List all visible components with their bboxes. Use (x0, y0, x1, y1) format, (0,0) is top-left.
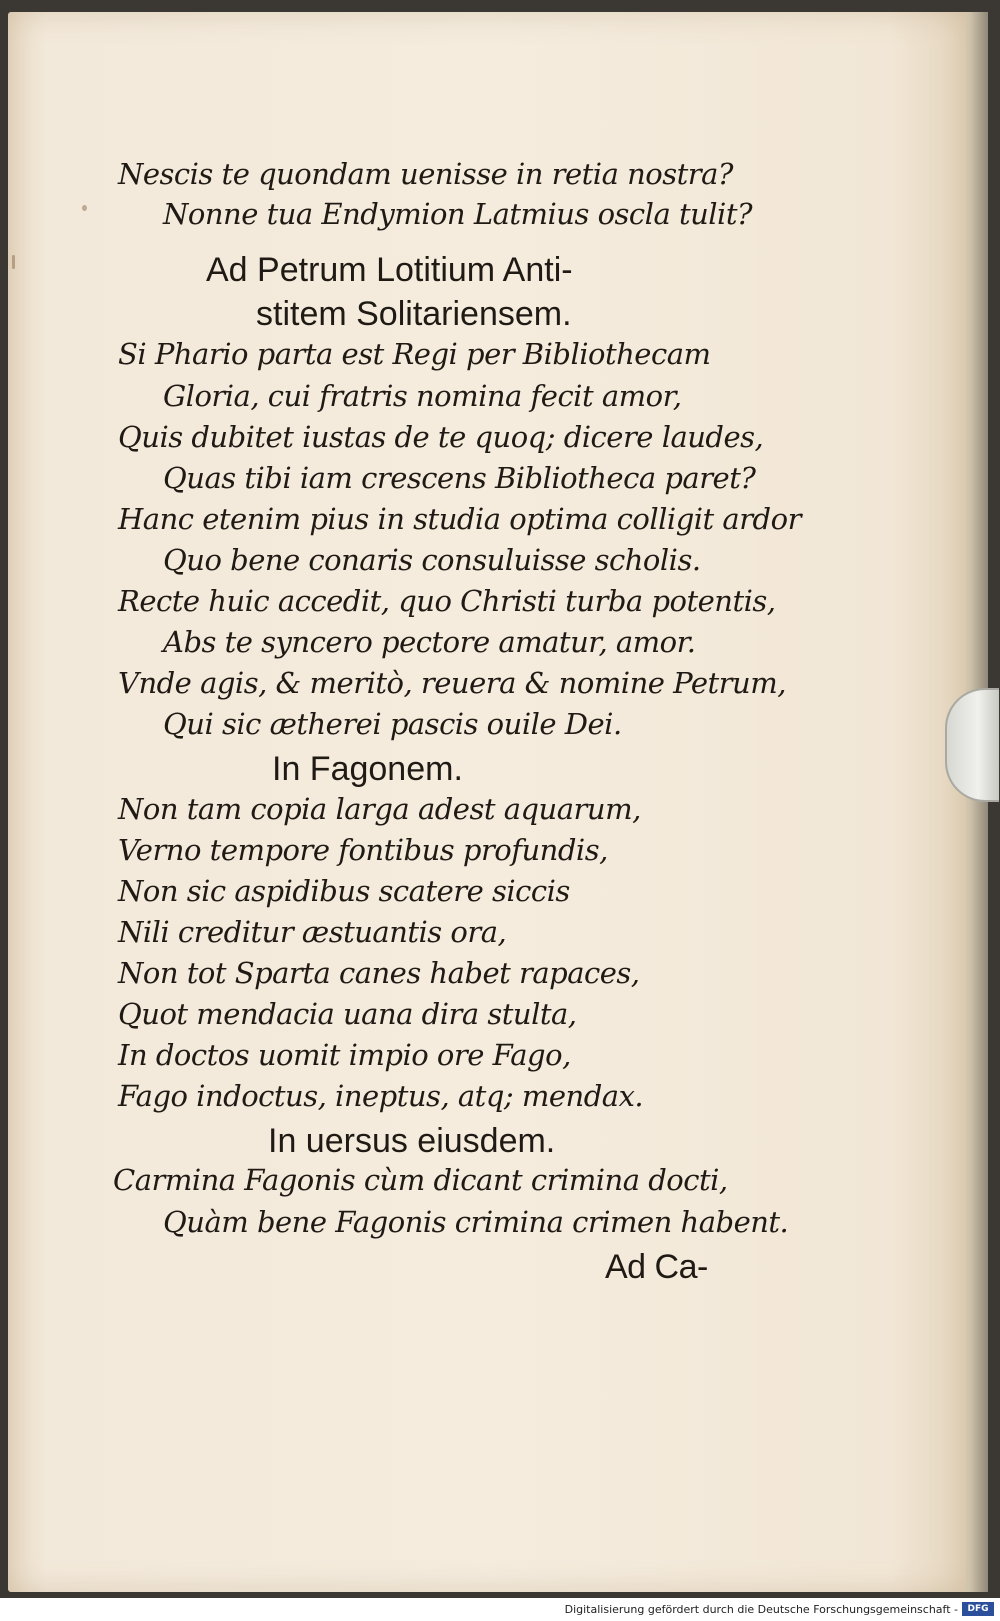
verse-line: Gloria, cui fratris nomina fecit amor, (163, 379, 682, 413)
verse-line: Non tam copia larga adest aquarum, (118, 792, 641, 826)
verse-line: Quas tibi iam crescens Bibliotheca paret? (163, 461, 756, 495)
verse-line: Quàm bene Fagonis crimina crimen habent. (163, 1205, 789, 1239)
verse-line: Qui sic ætherei pascis ouile Dei. (163, 707, 622, 741)
poem-heading: In uersus eiusdem. (268, 1122, 556, 1160)
verse-line: Nescis te quondam uenisse in retia nostra? (118, 157, 733, 191)
verse-line: Abs te syncero pectore amatur, amor. (163, 625, 696, 659)
verse-line: Nili creditur æstuantis ora, (118, 915, 507, 949)
verse-line: Verno tempore fontibus profundis, (118, 833, 608, 867)
verse-line: Carmina Fagonis cùm dicant crimina docti, (113, 1163, 728, 1197)
verse-line: Si Phario parta est Regi per Bibliothecam (118, 337, 711, 371)
poem-heading: Ad Petrum Lotitium Anti- (206, 251, 573, 289)
footer-bar (0, 1598, 1000, 1621)
catchword: Ad Ca- (605, 1248, 708, 1286)
verse-line: Non tot Sparta canes habet rapaces, (118, 956, 640, 990)
dfg-logo: DFG (962, 1602, 994, 1616)
verse-line: Quot mendacia uana dira stulta, (118, 997, 577, 1031)
verse-line: Nonne tua Endymion Latmius oscla tulit? (163, 197, 753, 231)
verse-line: Quo bene conaris consuluisse scholis. (163, 543, 701, 577)
poem-heading: In Fagonem. (272, 750, 463, 788)
verse-line: Recte huic accedit, quo Christi turba potentis, (118, 584, 776, 618)
footer-credit: Digitalisierung gefördert durch die Deutsche Forschungsgemeinschaft - (564, 1603, 958, 1616)
verse-line: Hanc etenim pius in studia optima colligit ardor (118, 502, 801, 536)
poem-heading: stitem Solitariensem. (256, 295, 572, 333)
verse-line: Non sic aspidibus scatere siccis (118, 874, 570, 908)
verse-line: Fago indoctus, ineptus, atq; mendax. (118, 1079, 644, 1113)
verse-line: Quis dubitet iustas de te quoq; dicere laudes, (118, 420, 764, 454)
verse-line: In doctos uomit impio ore Fago, (118, 1038, 571, 1072)
verse-line: Vnde agis, & meritò, reuera & nomine Petrum, (118, 666, 786, 700)
